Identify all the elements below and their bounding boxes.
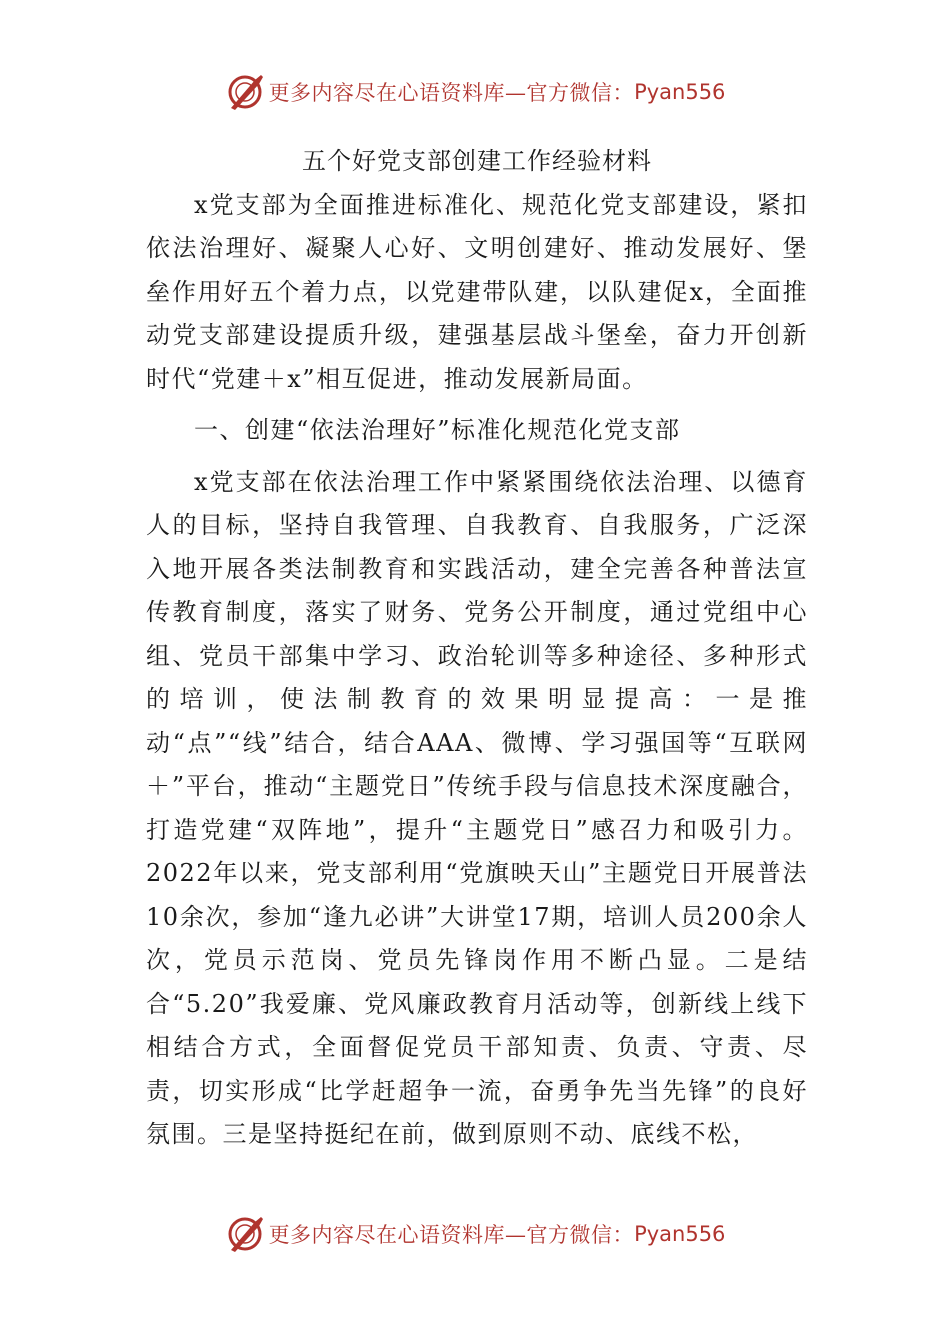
document-body (146, 140, 808, 1157)
section-heading: 一、创建“依法治理好”标准化规范化党支部 (194, 416, 681, 444)
banner-contact: Pyan556 (634, 80, 726, 104)
banner-text: 更多内容尽在心语资料库—官方微信： (268, 1223, 635, 1247)
document-title: 五个好党支部创建工作经验材料 (302, 147, 652, 175)
intro-paragraph: x党支部为全面推进标准化、规范化党支部建设，紧扣依法治理好、凝聚人心好、文明创建好、推动发展好、堡垒作用好五个着力点，以党建带队建，以队建促x，全面推动党支部建设提质升级，建强基层战斗堡垒，奋力开创新时代“党建＋x”相互促进，推动发展新局面。 (146, 190, 808, 393)
body-paragraph: x党支部在依法治理工作中紧紧围绕依法治理、以德育人的目标，坚持自我管理、自我教育、自我服务，广泛深入地开展各类法制教育和实践活动，建全完善各种普法宣传教育制度，落实了财务、党务公开制度，通过党组中心组、党员干部集中学习、政治轮训等多种途径、多种形式的培训，使法制教育的效果明显提高：一是推动“点”“线”结合，结合AAA、微博、学习强国等“互联网＋”平台，推动“主题党日”传统手段与信息技术深度融合，打造党建“双阵地”，提升“主题党日”感召力和吸引力。2022年以来，党支部利用“党旗映天山”主题党日开展普法10余次，参加“逢九必讲”大讲堂17期，培训人员200余人次，党员示范岗、党员先锋岗作用不断凸显。二是结合“5.20”我爱廉、党风廉政教育月活动等，创新线上线下相结合方式，全面督促党员干部知责、负责、守责、尽责，切实形成“比学赶超争一流，奋勇争先当先锋”的良好氛围。三是坚持挺纪在前，做到原则不动、底线不松， (146, 467, 808, 1148)
header-banner (0, 70, 950, 114)
pen-seal-logo-icon (225, 72, 265, 112)
footer-banner (0, 1212, 950, 1256)
pen-seal-logo-icon (225, 1214, 265, 1254)
banner-contact: Pyan556 (634, 1222, 726, 1246)
banner-text: 更多内容尽在心语资料库—官方微信： (268, 81, 635, 105)
